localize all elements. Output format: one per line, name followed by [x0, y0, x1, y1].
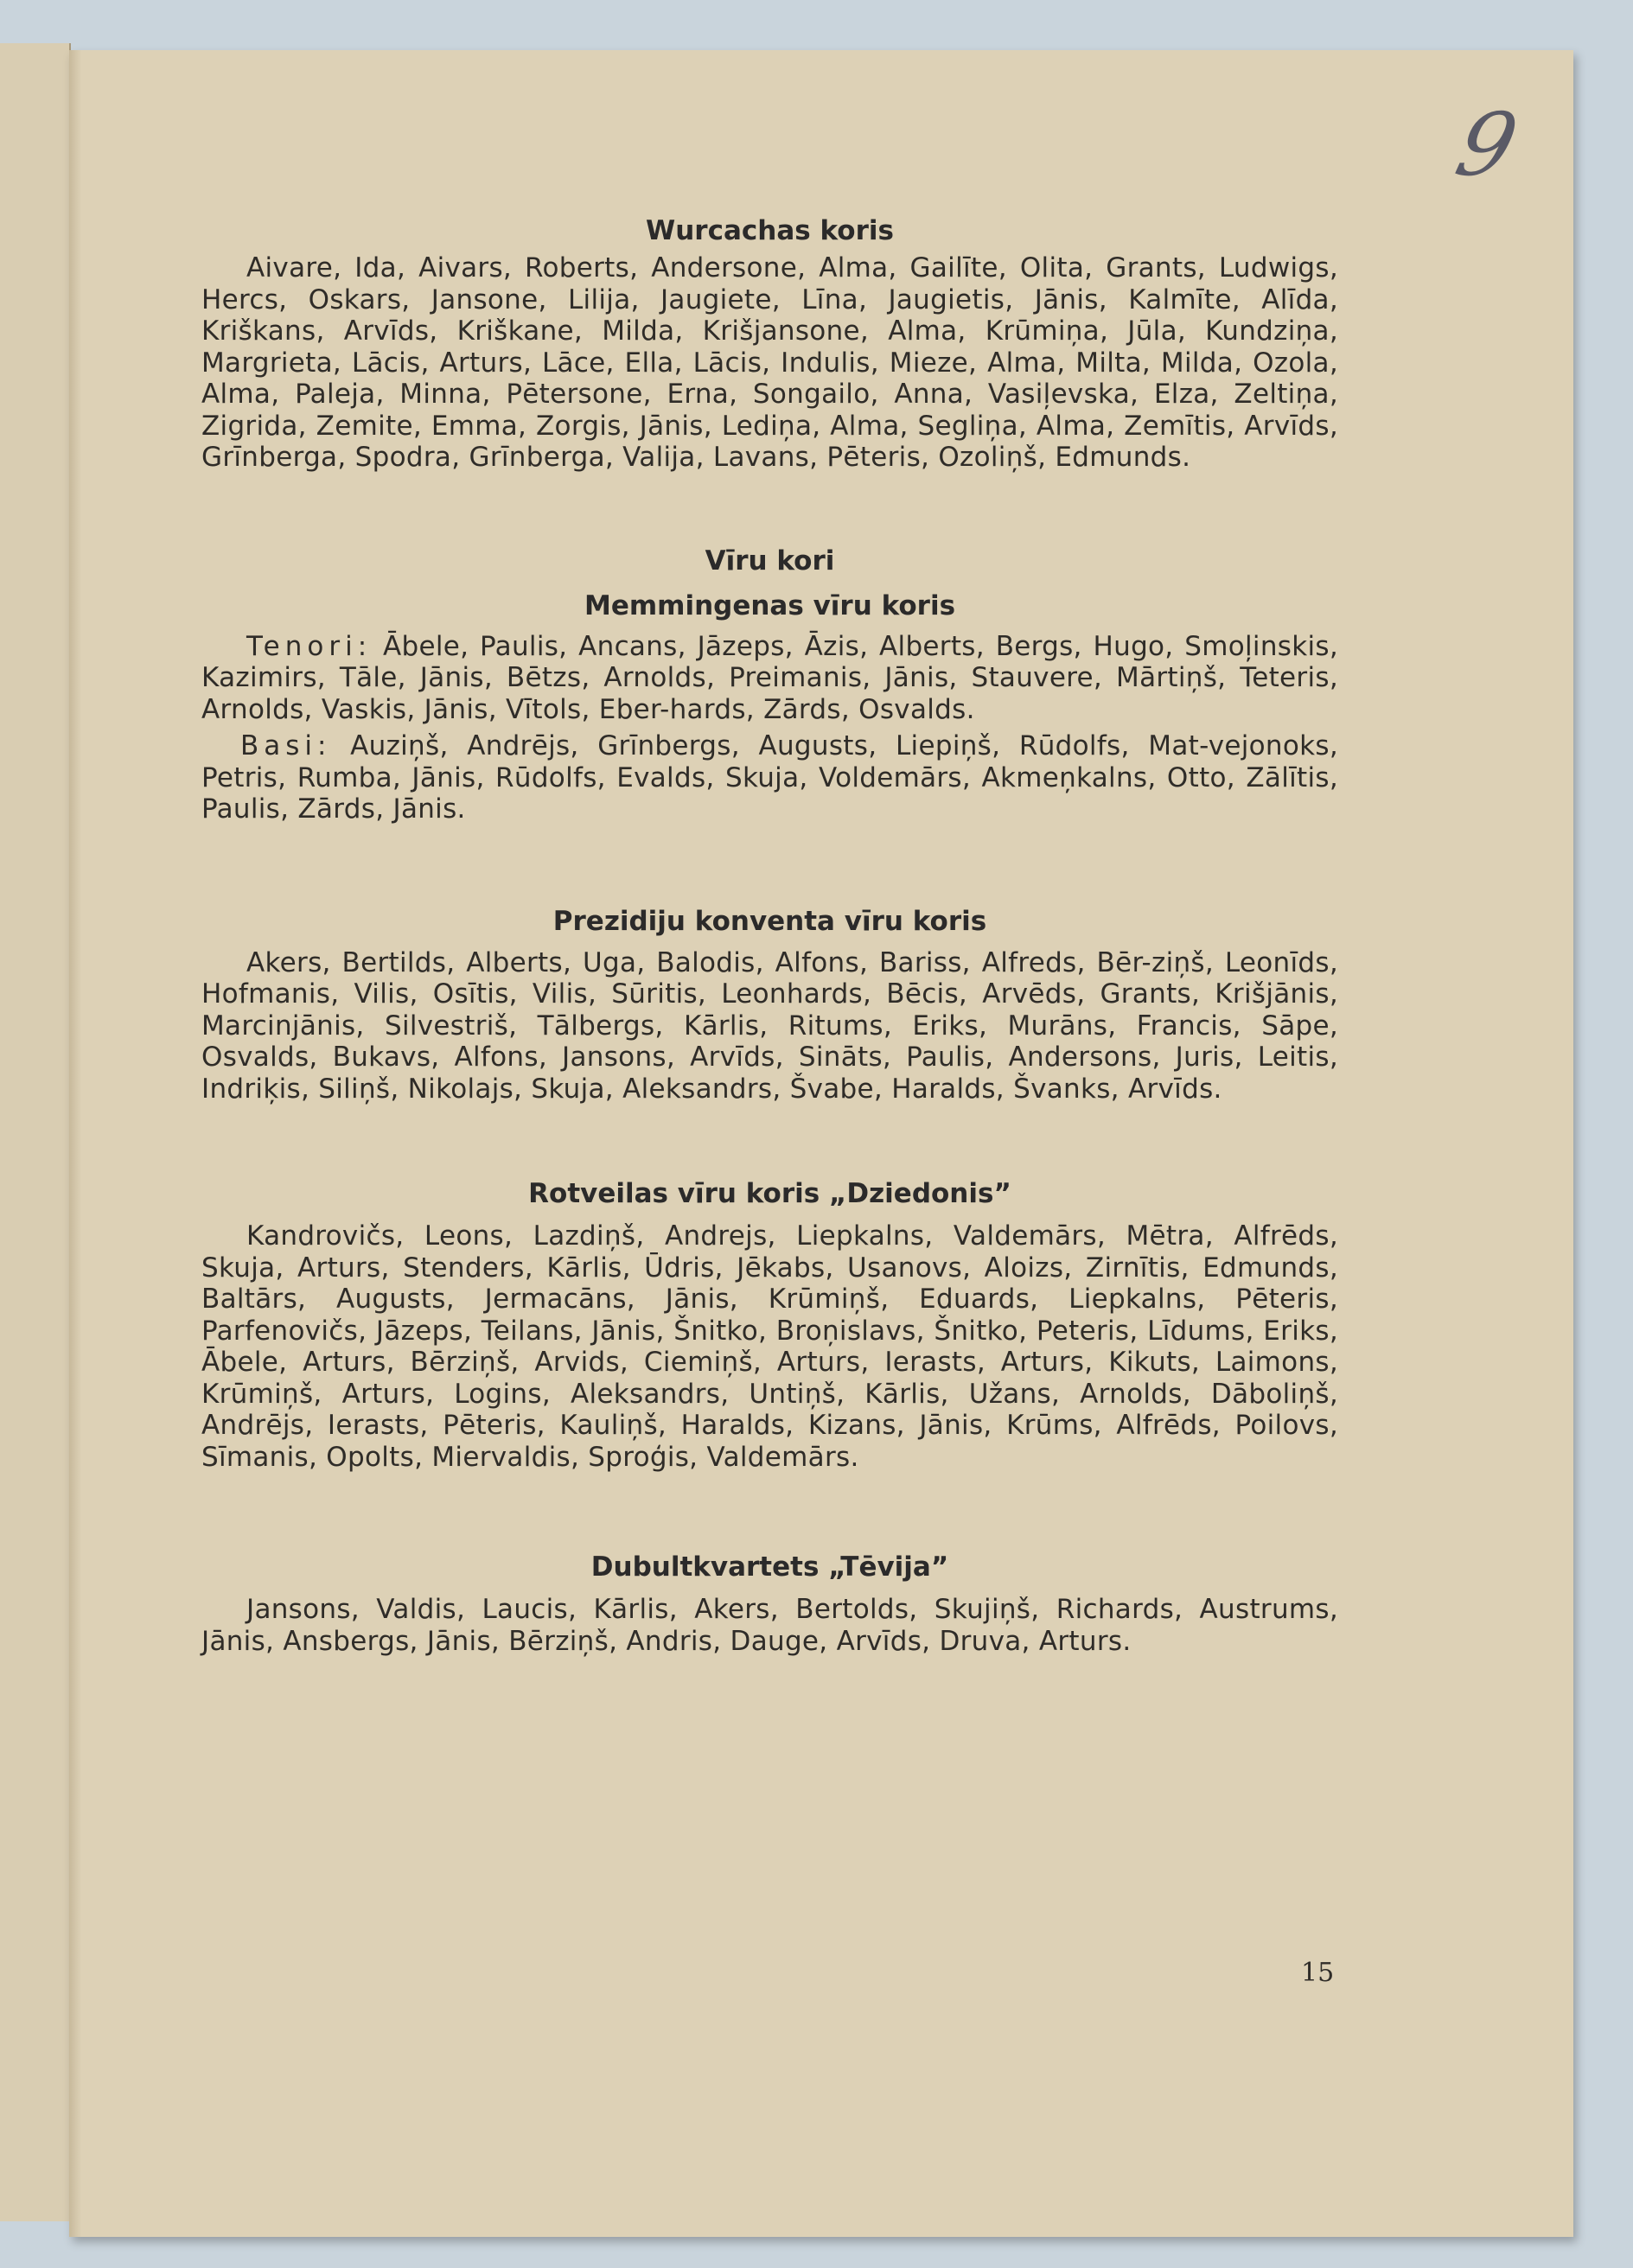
section-text-basi [201, 730, 1338, 825]
section-text-prezidiju: Akers, Bertilds, Alberts, Uga, Balodis, Alfons, Bariss, Alfreds, Bēr-ziņš, Leonīds, Hofmanis, Vilis, Osītis, Vilis, Sūritis, Leonhards, Bēcis, Arvēds, Grants, Krišjānis, Marcinjānis, Silvestriš, Tālbergs, Kārlis, Ritums, Eriks, Murāns, Francis, Sāpe, Osvalds, Bukavs, Alfons, Jansons, Arvīds, Sināts, Paulis, Andersons, Juris, Leitis, Indriķis, Siliņš, Nikolajs, Skuja, Aleksandrs, Švabe, Haralds, Švanks, Arvīds. [201, 946, 1338, 1105]
section-title-dubultkvartets: Dubultkvartets „Tēvija” [590, 1551, 949, 1583]
page-gutter [69, 50, 81, 2237]
page-number: 15 [1301, 1958, 1335, 1988]
section-title-rotveilas: Rotveilas vīru koris „Dziedonis” [528, 1178, 1011, 1209]
section-text-rotveilas: Kandrovičs, Leons, Lazdiņš, Andrejs, Liepkalns, Valdemārs, Mētra, Alfrēds, Skuja, Arturs, Stenders, Kārlis, Ūdris, Jēkabs, Usanovs, Aloizs, Zirnītis, Edmunds, Baltārs, Augusts, Jermacāns, Jānis, Krūmiņš, Eduards, Liepkalns, Pēteris, Parfenovičs, Jāzeps, Teilans, Jānis, Šnitko, Broņislavs, Šnitko, Peteris, Līdums, Eriks, Ābele, Arturs, Bērziņš, Arvids, Ciemiņš, Arturs, Ierasts, Arturs, Kikuts, Laimons, Krūmiņš, Arturs, Logins, Aleksandrs, Untiņš, Kārlis, Užans, Arnolds, Dāboliņš, Andrējs, Ierasts, Pēteris, Kauliņš, Haralds, Kizans, Jānis, Krūms, Alfrēds, Poilovs, Sīmanis, Opolts, Miervaldis, Sproģis, Valdemārs. [201, 1220, 1338, 1473]
section-title-memmingenas: Memmingenas vīru koris [584, 589, 956, 621]
tenori-names: Ābele, Paulis, Ancans, Jāzeps, Āzis, Alberts, Bergs, Hugo, Smoļinskis, Kazimirs, Tāle, Jānis, Bētzs, Arnolds, Preimanis, Jānis, Stauvere, Mārtiņš, Teteris, Arnolds, Vaskis, Jānis, Vītols, Eber-hards, Zārds, Osvalds. [201, 630, 1338, 725]
section-text-tenori [201, 631, 1338, 726]
voice-label-basi: Basi: [240, 730, 332, 761]
section-text-dubultkvartets: Jansons, Valdis, Laucis, Kārlis, Akers, Bertolds, Skujiņš, Richards, Austrums, Jānis, Ansbergs, Jānis, Bērziņš, Andris, Dauge, Arvīds, Druva, Arturs. [201, 1594, 1338, 1657]
basi-names: Auziņš, Andrējs, Grīnbergs, Augusts, Liepiņš, Rūdolfs, Mat-vejonoks, Petris, Rumba, Jānis, Rūdolfs, Evalds, Skuja, Voldemārs, Akmeņkalns, Otto, Zālītis, Paulis, Zārds, Jānis. [201, 730, 1338, 825]
section-title-viru-kori: Vīru kori [705, 545, 835, 577]
page-content [201, 160, 1338, 1657]
voice-label-tenori: Tenori: [246, 630, 373, 662]
previous-page-edge [0, 43, 71, 2221]
section-text-wurcachas: Aivare, Ida, Aivars, Roberts, Andersone, Alma, Gailīte, Olita, Grants, Ludwigs, Hercs, Oskars, Jansone, Lilija, Jaugiete, Līna, Jaugietis, Jānis, Kalmīte, Alīda, Kriškans, Arvīds, Kriškane, Milda, Krišjansone, Alma, Krūmiņa, Jūla, Kundziņa, Margrieta, Lācis, Arturs, Lāce, Ella, Lācis, Indulis, Mieze, Alma, Milta, Milda, Ozola, Alma, Paleja, Minna, Pētersone, Erna, Songailo, Anna, Vasiļevska, Elza, Zeltiņa, Zigrida, Zemite, Emma, Zorgis, Jānis, Lediņa, Alma, Segliņa, Alma, Zemītis, Arvīds, Grīnberga, Spodra, Grīnberga, Valija, Lavans, Pēteris, Ozoliņš, Edmunds. [201, 252, 1338, 473]
section-title-wurcachas: Wurcachas koris [646, 215, 894, 246]
handwritten-folio-number: 9 [1446, 94, 1528, 195]
section-title-prezidiju: Prezidiju konventa vīru koris [552, 905, 987, 937]
